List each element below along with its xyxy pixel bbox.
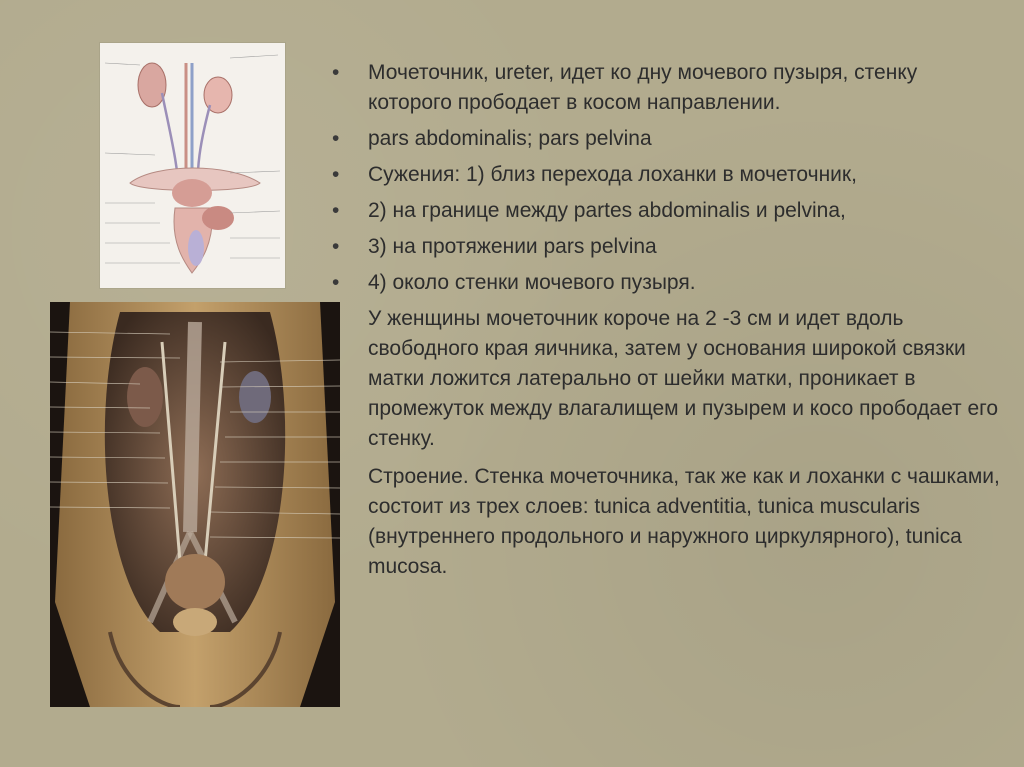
bullet-text: 2) на границе между partes abdominalis и pelvina, — [368, 199, 846, 222]
paragraph-ureter-structure: Строение. Стенка мочеточника, так же как и лоханки с чашками, состоит из трех слоев: tunica adventitia, tunica muscularis (внутреннего продольного и наружного циркулярного), tunica mucosa. — [368, 465, 1000, 578]
bullet-text: 4) около стенки мочевого пузыря. — [368, 271, 696, 294]
bullet-glyph: • — [332, 235, 340, 258]
bullet-glyph: • — [332, 163, 340, 186]
bullet-list — [330, 58, 1000, 298]
dissection-photo-image — [50, 302, 340, 707]
dissection-illustration — [50, 302, 340, 707]
bullet-glyph: • — [332, 127, 340, 150]
bullet-text: Мочеточник, ureter, идет ко дну мочевого пузыря, стенку которого прободает в косом направлении. — [368, 61, 918, 114]
paragraph-female-ureter: У женщины мочеточник короче на 2 -3 см и идет вдоль свободного края яичника, затем у основания широкой связки матки ложится латерально от шейки матки, проникает в промежуток между влагалищем и пузырем и косо прободает его стенку. — [368, 307, 999, 450]
bullet-item — [330, 160, 1000, 190]
bullet-item — [330, 124, 1000, 154]
bullet-item — [330, 232, 1000, 262]
bullet-item — [330, 196, 1000, 226]
diagram-illustration — [100, 43, 285, 288]
bullet-text: Сужения: 1) близ перехода лоханки в мочеточник, — [368, 163, 857, 186]
urinary-tract-diagram-image — [100, 43, 285, 288]
bullet-text: pars abdominalis; pars pelvina — [368, 127, 652, 150]
bullet-item — [330, 268, 1000, 298]
bullet-text: 3) на протяжении pars pelvina — [368, 235, 657, 258]
bullet-glyph: • — [332, 271, 340, 294]
slide-text-content — [330, 58, 1000, 582]
bullet-item — [330, 58, 1000, 118]
bullet-glyph: • — [332, 61, 340, 84]
bullet-glyph: • — [332, 199, 340, 222]
